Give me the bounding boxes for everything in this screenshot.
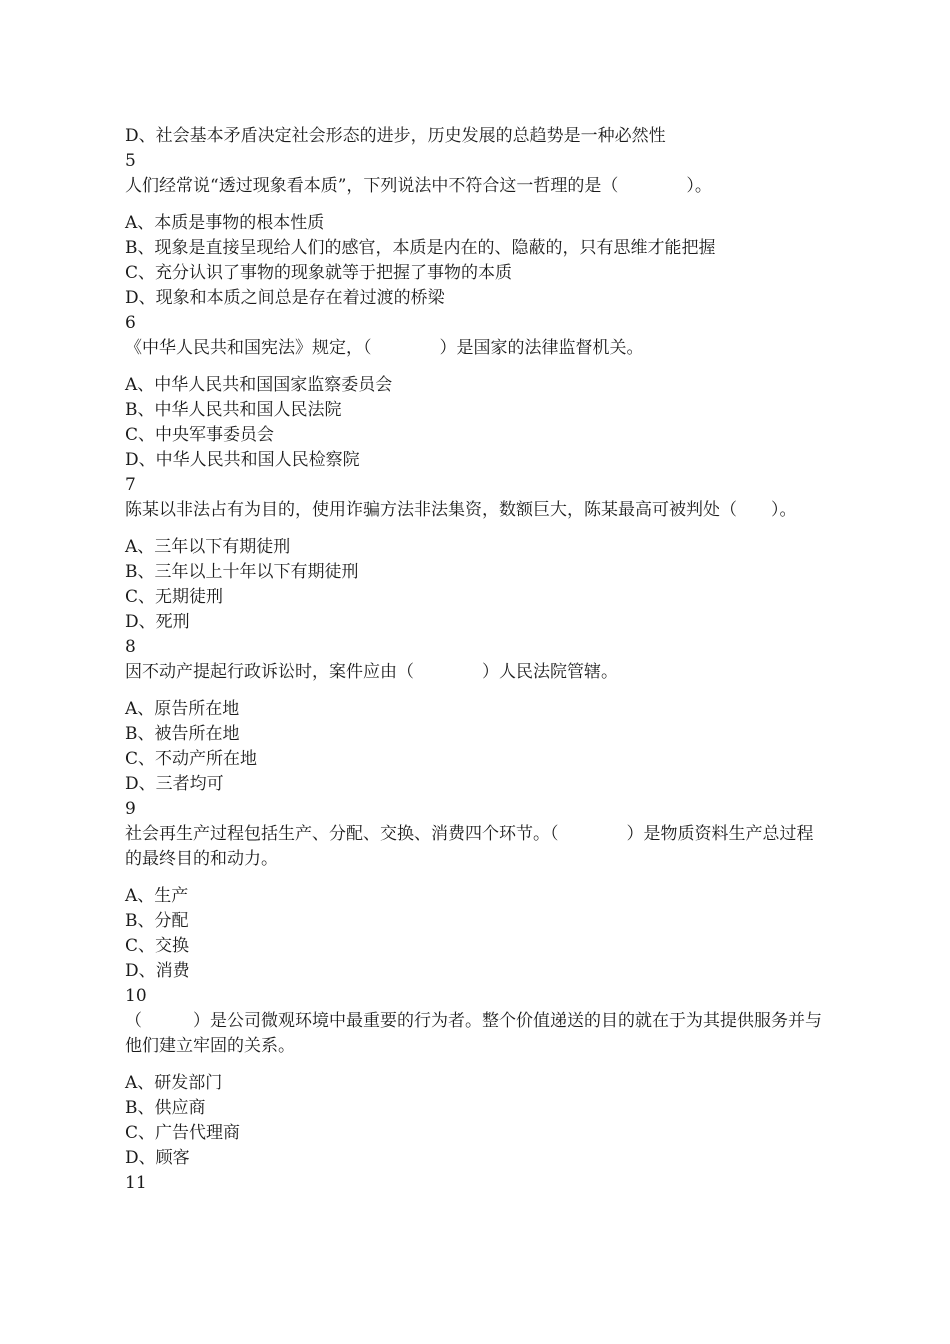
option: B、三年以上十年以下有期徒刑 <box>125 562 359 582</box>
question-stem: （ ）是公司微观环境中最重要的行为者。整个价值递送的目的就在于为其提供服务并与他们建立牢固的关系。 <box>125 1011 822 1056</box>
question <box>125 149 830 311</box>
question-number: 11 <box>125 1173 147 1193</box>
option: A、本质是事物的根本性质 <box>125 213 325 233</box>
option: A、研发部门 <box>125 1073 223 1093</box>
option: B、中华人民共和国人民法院 <box>125 400 342 420</box>
option: A、生产 <box>125 886 189 906</box>
option: D、消费 <box>125 961 190 981</box>
question-number: 8 <box>125 637 136 657</box>
question <box>125 311 830 473</box>
question-number: 7 <box>125 475 136 495</box>
option: A、原告所在地 <box>125 699 240 719</box>
document-page <box>125 124 830 1196</box>
option: D、顾客 <box>125 1148 190 1168</box>
prev-question-option: D、社会基本矛盾决定社会形态的进步，历史发展的总趋势是一种必然性 <box>125 126 666 146</box>
option: A、中华人民共和国国家监察委员会 <box>125 375 393 395</box>
option: D、三者均可 <box>125 774 224 794</box>
option: D、现象和本质之间总是存在着过渡的桥梁 <box>125 288 445 308</box>
option: B、供应商 <box>125 1098 206 1118</box>
question-stem: 因不动产提起行政诉讼时，案件应由（ ）人民法院管辖。 <box>125 662 618 682</box>
question-number: 10 <box>125 986 147 1006</box>
option: D、死刑 <box>125 612 190 632</box>
option: C、交换 <box>125 936 190 956</box>
option: C、不动产所在地 <box>125 749 258 769</box>
question <box>125 984 830 1171</box>
question <box>125 635 830 797</box>
question-number: 5 <box>125 151 136 171</box>
option: B、分配 <box>125 911 189 931</box>
option: D、中华人民共和国人民检察院 <box>125 450 360 470</box>
option: C、无期徒刑 <box>125 587 224 607</box>
option: A、三年以下有期徒刑 <box>125 537 291 557</box>
question-number: 9 <box>125 799 136 819</box>
option: B、被告所在地 <box>125 724 240 744</box>
option: C、充分认识了事物的现象就等于把握了事物的本质 <box>125 263 513 283</box>
question-number: 6 <box>125 313 136 333</box>
question-stem: 陈某以非法占有为目的，使用诈骗方法非法集资，数额巨大，陈某最高可被判处（ ）。 <box>125 500 797 520</box>
question <box>125 797 830 984</box>
question-stem: 社会再生产过程包括生产、分配、交换、消费四个环节。（ ）是物质资料生产总过程的最终目的和动力。 <box>125 824 814 869</box>
option: C、广告代理商 <box>125 1123 241 1143</box>
question-stem: 《中华人民共和国宪法》规定，（ ）是国家的法律监督机关。 <box>125 338 644 358</box>
option: B、现象是直接呈现给人们的感官，本质是内在的、隐蔽的，只有思维才能把握 <box>125 238 716 258</box>
question-stem: 人们经常说“透过现象看本质”，下列说法中不符合这一哲理的是（ ）。 <box>125 176 712 196</box>
question <box>125 473 830 635</box>
option: C、中央军事委员会 <box>125 425 275 445</box>
